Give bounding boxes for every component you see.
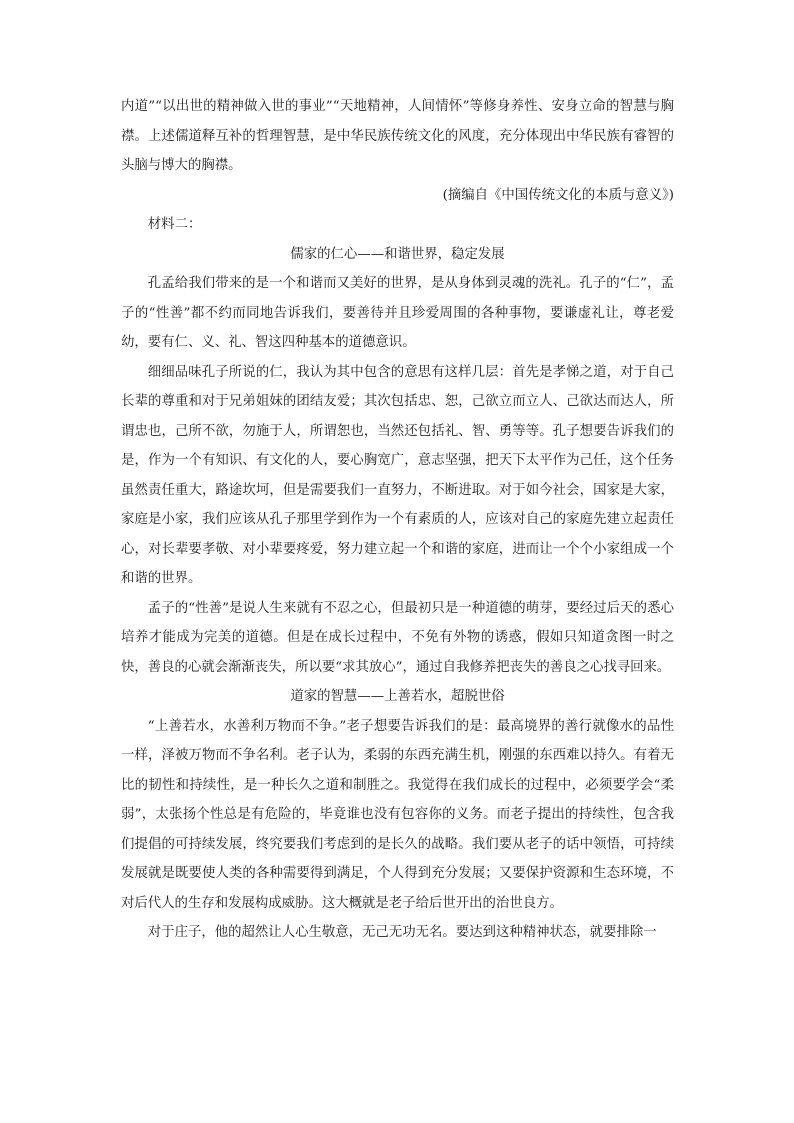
document-body: [121, 92, 674, 948]
paragraph: 细细品味孔子所说的仁，我认为其中包含的意思有这样几层：首先是孝悌之道，对于自己长辈的尊重和对于兄弟姐妹的团结友爱；其次包括忠、恕，己欲立而立人、己欲达而达人，所谓忠也，己所不欲，勿施于人，所谓恕也，当然还包括礼、智、勇等等。孔子想要告诉我们的是，作为一个有知识、有文化的人，要心胸宽广，意志坚强，把天下太平作为己任，这个任务虽然责任重大，路途坎坷，但是需要我们一直努力，不断进取。对于如今社会，国家是大家，家庭是小家，我们应该从孔子那里学到作为一个有素质的人，应该对自己的家庭先建立起责任心，对长辈要孝敬、对小辈要疼爱，努力建立起一个和谐的家庭，进而让一个个小家组成一个和谐的世界。: [121, 364, 674, 586]
paragraph: 孟子的“性善”是说人生来就有不忍之心，但最初只是一种道德的萌芽，要经过后天的悉心培养才能成为完美的道德。但是在成长过程中，不免有外物的诱惑，假如只知道贪图一时之快，善良的心就会渐渐丧失，所以要“求其放心”，通过自我修养把丧失的善良之心找寻回来。: [121, 600, 674, 675]
paragraph: 孔孟给我们带来的是一个和谐而又美好的世界，是从身体到灵魂的洗礼。孔子的“仁”，孟子的“性善”都不约而同地告诉我们，要善待并且珍爱周围的各种事物，要谦虚礼让，尊老爱幼，要有仁、义、礼、智这四种基本的道德意识。: [121, 276, 674, 350]
source-citation: (摘编自《中国传统文化的本质与意义》): [442, 187, 674, 203]
material-label: 材料二：: [147, 217, 202, 232]
section-heading-confucian: 儒家的仁心——和谐世界，稳定发展: [290, 246, 505, 262]
section-heading-taoist: 道家的智慧——上善若水，超脱世俗: [290, 689, 505, 704]
paragraph-truncated: 对于庄子，他的超然让人心生敬意，无己无功无名。要达到这种精神状态，就要排除一: [147, 925, 657, 940]
paragraph: “上善若水，水善利万物而不争。”老子想要告诉我们的是：最高境界的善行就像水的品性一样，泽被万物而不争名利。老子认为，柔弱的东西充满生机，刚强的东西难以持久。有着无比的韧性和持续性，是一种长久之道和制胜之。我觉得在我们成长的过程中，必须要学会“柔弱”，太张扬个性总是有危险的，毕竟谁也没有包容你的义务。而老子提出的持续性，包含我们提倡的可持续发展，终究要我们考虑到的是长久的战略。我们要从老子的话中领悟，可持续发展就是既要使人类的各种需要得到满足，个人得到充分发展；又要保护资源和生态环境，不对后代人的生存和发展构成威胁。这大概就是老子给后世开出的治世良方。: [121, 718, 674, 911]
paragraph-continued: 内道”“以出世的精神做入世的事业”“天地精神，人间情怀”等修身养性、安身立命的智慧与胸襟。上述儒道释互补的哲理智慧，是中华民族传统文化的风度，充分体现出中华民族有睿智的头脑与博大的胸襟。: [121, 99, 674, 173]
